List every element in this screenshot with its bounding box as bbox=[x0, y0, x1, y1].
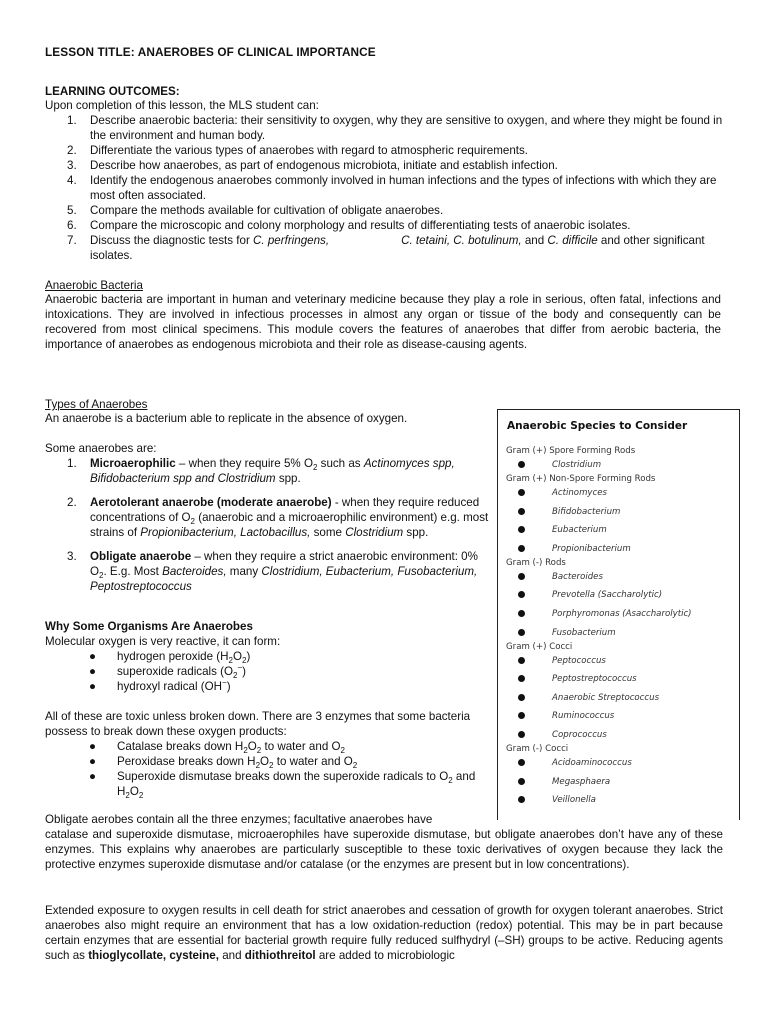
species-item: Fusobacterium bbox=[552, 627, 616, 638]
bullet-icon bbox=[518, 461, 525, 468]
list-item: 7. Discuss the diagnostic tests for C. perfringens, C. tetaini, C. botulinum, and C. difficile and other significant isolates. bbox=[67, 234, 705, 262]
why-intro: Molecular oxygen is very reactive, it can form: bbox=[45, 635, 281, 648]
list-item: ● superoxide radicals $(O_2^-)$ bbox=[89, 663, 246, 680]
bullet-icon bbox=[518, 796, 525, 803]
toxic-paragraph: All of these are toxic unless broken down. There are 3 enzymes that some bacteria possess to break down these oxygen products: bbox=[45, 710, 471, 738]
bullet-icon bbox=[518, 545, 525, 552]
list-item: ● Catalase breaks down $H_2O_2$ to water and $O_2$ bbox=[89, 740, 345, 755]
bullet-icon bbox=[518, 591, 525, 598]
list-item: 2. Aerotolerant anaerobe (moderate anaerobe) - when they require reduced concentrations of $O_2$ (anaerobic and a microaerophilic environment) e.g. most strains of Propionibacterium, Lactobacillus, some Clostridium spp. bbox=[67, 496, 489, 539]
species-item: Anaerobic Streptococcus bbox=[552, 692, 660, 703]
obligate-paragraph: catalase and superoxide dismutase, microaerophiles have superoxide dismutase, but obligate anaerobes don’t have any of these enzymes. This explains why anaerobes are particularly susceptible to these toxic derivatives of oxygen because they lack the protective enzymes superoxide dismutase and/or catalase (or the enzymes are present but in low concentrations). bbox=[45, 828, 723, 871]
list-item: 3. Describe how anaerobes, as part of endogenous microbiota, initiate and establish infection. bbox=[67, 159, 558, 172]
bullet-icon bbox=[518, 610, 525, 617]
list-item: 3. Obligate anaerobe – when they require a strict anaerobic environment: 0% $O_2$. E.g. Most Bacteroides, many Clostridium, Eubacterium, Fusobacterium, Peptostreptococcus bbox=[67, 550, 478, 593]
learning-outcomes-intro: Upon completion of this lesson, the MLS student can: bbox=[45, 99, 319, 112]
list-item: 5. Compare the methods available for cultivation of obligate anaerobes. bbox=[67, 204, 444, 217]
bullet-icon bbox=[518, 712, 525, 719]
species-item: Bifidobacterium bbox=[552, 506, 621, 517]
anaerobic-bacteria-paragraph: Anaerobic bacteria are important in human and veterinary medicine because they play a role in serious, often fatal, infections and intoxications. They are involved in infectious processes in almost any organ or tissue of the body and consequently can be recovered from most clinical specimens. This module covers the features of anaerobes that differ from aerobic bacteria, the importance of anaerobes as endogenous microbiota and their role as disease-causing agents. bbox=[45, 293, 721, 351]
anaerobic-species-box bbox=[497, 409, 740, 820]
bullet-icon bbox=[518, 489, 525, 496]
species-item: Porphyromonas (Asaccharolytic) bbox=[552, 609, 692, 619]
species-group-label: Gram (+) Spore Forming Rods bbox=[506, 446, 636, 456]
species-group-label: Gram (-) Cocci bbox=[506, 744, 569, 754]
species-item: Peptococcus bbox=[552, 655, 606, 666]
bullet-icon bbox=[518, 508, 525, 515]
list-item: ● hydroxyl radical (OH−) bbox=[89, 678, 231, 693]
species-item: Veillonella bbox=[552, 795, 596, 806]
obligate-paragraph-first-line: Obligate aerobes contain all the three enzymes; facultative anaerobes have bbox=[45, 813, 433, 826]
list-item: 2. Differentiate the various types of anaerobes with regard to atmospheric requirements. bbox=[67, 144, 529, 157]
bullet-icon bbox=[518, 526, 525, 533]
list-item: 4. Identify the endogenous anaerobes commonly involved in human infections and the types of infections with which they are most often associated. bbox=[67, 174, 717, 202]
species-box-title: Anaerobic Species to Consider bbox=[507, 420, 688, 432]
bullet-icon bbox=[518, 694, 525, 701]
bullet-icon bbox=[518, 778, 525, 785]
species-item: Prevotella (Saccharolytic) bbox=[552, 590, 663, 601]
learning-outcomes-list bbox=[45, 113, 725, 263]
bullet-icon bbox=[518, 675, 525, 682]
bullet-icon bbox=[518, 657, 525, 664]
list-item: ● hydrogen peroxide $(H_2O_2)$ bbox=[89, 650, 251, 665]
species-group-label: Gram (+) Non-Spore Forming Rods bbox=[506, 474, 656, 484]
bullet-icon bbox=[518, 759, 525, 766]
species-item: Megasphaera bbox=[552, 776, 611, 787]
species-item: Peptostreptococcus bbox=[552, 674, 637, 685]
anaerobe-types-list bbox=[45, 456, 493, 594]
species-item: Propionibacterium bbox=[552, 543, 631, 554]
species-group-label: Gram (+) Cocci bbox=[506, 641, 573, 652]
types-heading: Types of Anaerobes bbox=[45, 398, 148, 411]
species-group-label: Gram (-) Rods bbox=[506, 557, 566, 568]
species-item: Coprococcus bbox=[552, 730, 607, 740]
enzymes-list bbox=[45, 739, 485, 799]
species-item: Bacteroides bbox=[552, 571, 603, 582]
list-item: 1. Describe anaerobic bacteria: their sensitivity to oxygen, why they are sensitive to oxygen, and where they might be found in the environment and human body. bbox=[67, 114, 723, 142]
bullet-icon bbox=[518, 731, 525, 738]
why-heading: Why Some Organisms Are Anaerobes bbox=[45, 620, 253, 633]
types-definition: An anaerobe is a bacterium able to replicate in the absence of oxygen. bbox=[45, 412, 408, 425]
types-some: Some anaerobes are: bbox=[45, 442, 157, 455]
species-item: Eubacterium bbox=[552, 525, 607, 536]
oxygen-products-list bbox=[45, 649, 493, 694]
list-item: ● Superoxide dismutase breaks down the superoxide radicals to $O_2$ and $H_2O_2$ bbox=[89, 770, 476, 800]
extended-exposure-paragraph: Extended exposure to oxygen results in cell death for strict anaerobes and cessation of growth for oxygen tolerant anaerobes. Strict anaerobes also might require an environment that has a low oxidation-reduction (redox) potential. This may be in part because certain enzymes that are essential for bacterial growth require fully reduced sulfhydryl (–SH) groups to be active. Reducing agents such as thioglycollate, cysteine, and dithiothreitol are added to microbiologic bbox=[45, 904, 723, 962]
learning-outcomes-heading: LEARNING OUTCOMES: bbox=[45, 85, 180, 98]
anaerobic-bacteria-heading: Anaerobic Bacteria bbox=[45, 279, 143, 292]
lesson-title: LESSON TITLE: ANAEROBES OF CLINICAL IMPORTANCE bbox=[45, 45, 376, 59]
bullet-icon bbox=[518, 573, 525, 580]
species-item: Actinomyces bbox=[552, 488, 608, 498]
list-item: ● Peroxidase breaks down $H_2O_2$ to water and $O_2$ bbox=[89, 755, 358, 770]
list-item: 6. Compare the microscopic and colony morphology and results of differentiating tests of anaerobic isolates. bbox=[67, 219, 631, 232]
list-item: 1. Microaerophilic – when they require 5% $O_2$ such as Actinomyces spp, Bifidobacterium spp and Clostridium spp. bbox=[67, 457, 455, 485]
species-item: Clostridium bbox=[552, 460, 602, 470]
species-item: Acidoaminococcus bbox=[552, 758, 632, 768]
species-item: Ruminococcus bbox=[552, 711, 615, 722]
bullet-icon bbox=[518, 629, 525, 636]
